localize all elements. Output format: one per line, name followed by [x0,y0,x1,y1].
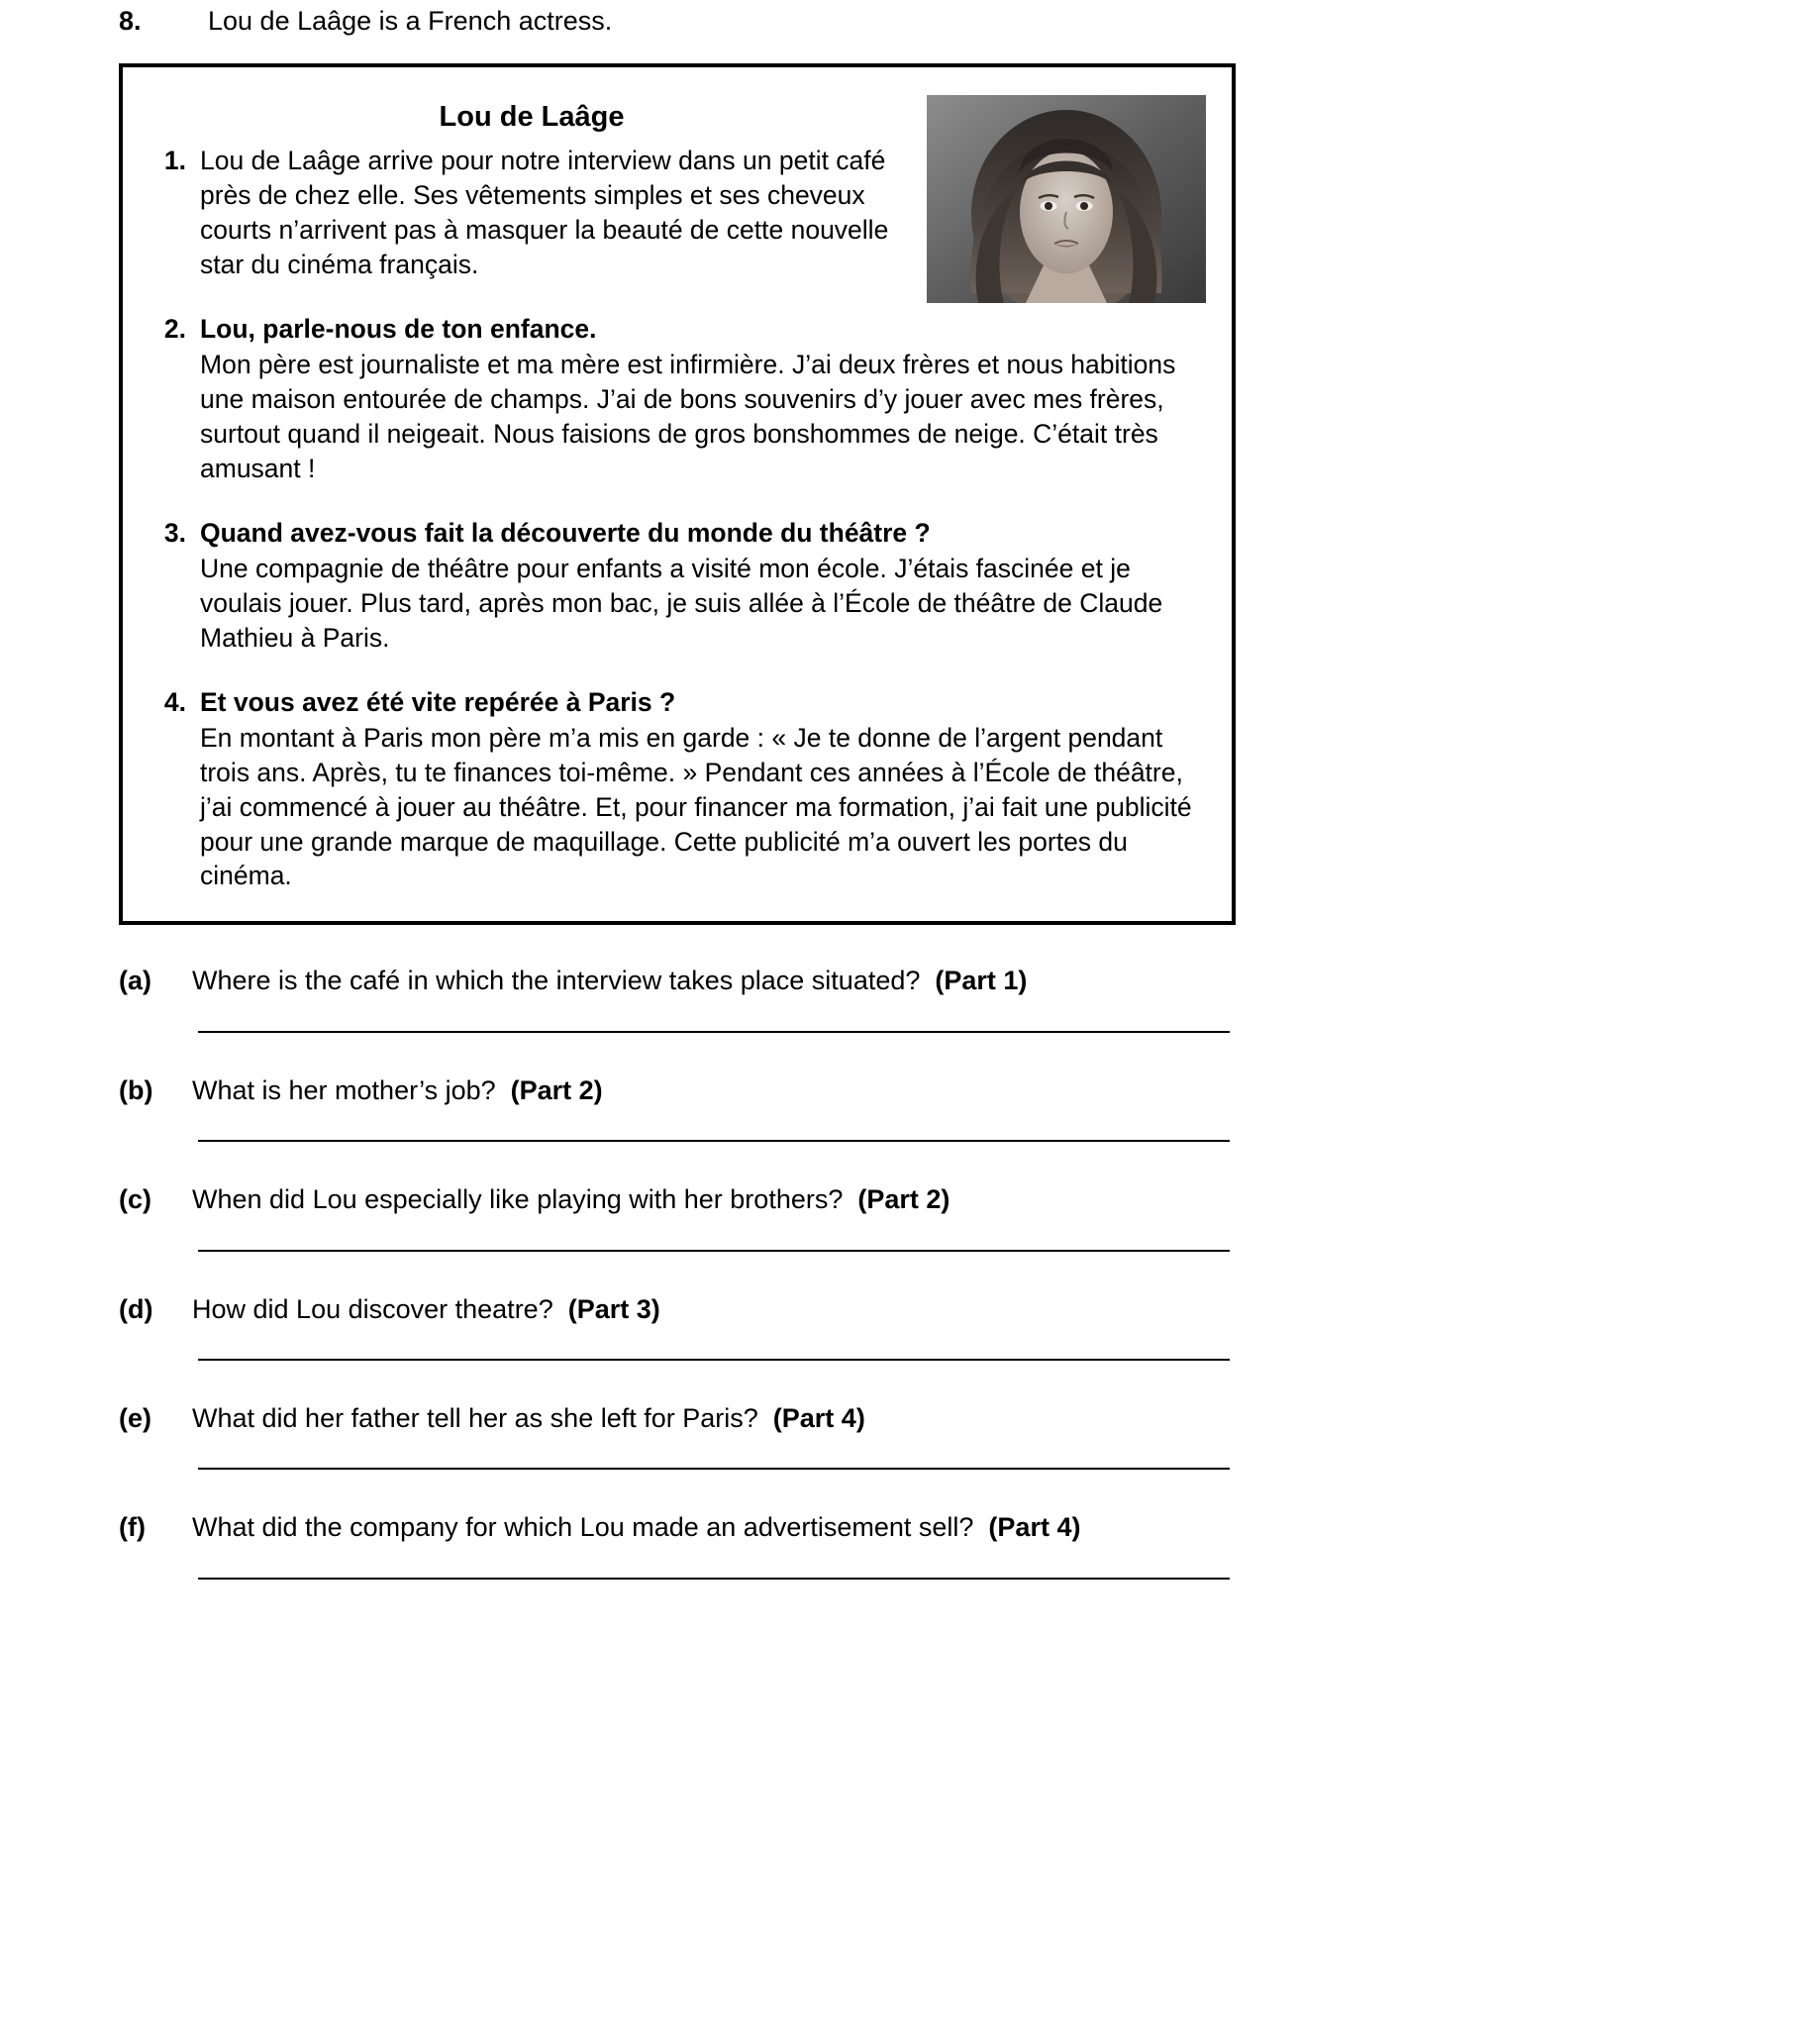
passage-item-number: 1. [163,146,186,176]
question-part-ref: (Part 2) [843,1184,950,1215]
question-text: What did the company for which Lou made an advertisement sell? [192,1512,974,1543]
question-label: (e) [119,1403,151,1434]
passage-item-question: Et vous avez été vite repérée à Paris ? [200,686,676,717]
question-row [119,1183,1681,1215]
question-block-e [119,1402,1681,1470]
answer-line[interactable] [198,1359,1230,1361]
question-text: Where is the café in which the interview takes place situated? [192,966,921,996]
question-block-d [119,1293,1681,1361]
question-label: (b) [119,1074,153,1105]
passage-item-answer: Une compagnie de théâtre pour enfants a visité mon école. J’étais fascinée et je voulais jouer. Plus tard, après mon bac, je suis allée à l’École de théâtre de Claude Mathieu à Paris. [200,553,1163,653]
question-text: What did her father tell her as she left for Paris? [192,1403,758,1434]
portrait-photo-image [927,95,1206,303]
question-text: How did Lou discover theatre? [192,1293,553,1324]
passage-item [152,312,1198,486]
passage-item-question: Quand avez-vous fait la découverte du monde du théâtre ? [200,517,931,548]
portrait-photo [927,95,1206,303]
question-row [119,1074,1681,1106]
question-row [119,965,1681,996]
questions-list [119,965,1681,1579]
reading-passage-box [119,63,1236,925]
passage-item-number: 2. [163,313,186,344]
question-part-ref: (Part 3) [552,1293,660,1324]
passage-item-number: 4. [163,686,186,717]
passage-item-answer: En montant à Paris mon père m’a mis en garde : « Je te donne de l’argent pendant trois ans. Après, tu te finances toi-même. » Pendant ces années à l’École de théâtre, j’ai commencé à jouer au théâtre. Et, pour financer ma formation, j’ai fait une publicité pour une grande marque de maquillage. Cette publicité m’a ouvert les portes du cinéma. [200,722,1192,891]
question-block-b [119,1074,1681,1142]
passage-item-body [200,516,1198,656]
passage-item [152,516,1198,656]
question-row [119,1402,1681,1434]
answer-line[interactable] [198,1578,1230,1580]
passage-item-body [200,312,1198,486]
question-label: (c) [119,1184,151,1215]
answer-line[interactable] [198,1468,1230,1470]
question-part-ref: (Part 4) [973,1512,1081,1543]
passage-item-body [200,685,1198,894]
passage-item-question: Lou, parle-nous de ton enfance. [200,313,597,344]
question-block-c [119,1183,1681,1251]
question-part-ref: (Part 2) [495,1074,603,1105]
question-text: When did Lou especially like playing with her brothers? [192,1184,844,1215]
passage-item-answer: Mon père est journaliste et ma mère est infirmière. J’ai deux frères et nous habitions une maison entourée de champs. J’ai de bons souvenirs d’y jouer avec mes frères, surtout quand il neigeait. Nous faisions de gros bonshommes de neige. C’était très amusant ! [200,349,1176,483]
question-label: (d) [119,1293,153,1324]
passage-item-answer: Lou de Laâge arrive pour notre interview dans un petit café près de chez elle. Ses vêtements simples et ses cheveux courts n’arrivent pas à masquer la beauté de cette nouvelle star du cinéma français. [200,146,889,279]
question-part-ref: (Part 4) [757,1403,865,1434]
question-stem [119,0,1681,37]
question-block-a [119,965,1681,1032]
question-part-ref: (Part 1) [920,966,1028,996]
answer-line[interactable] [198,1031,1230,1033]
passage-item [152,685,1198,894]
question-block-f [119,1511,1681,1579]
answer-line[interactable] [198,1250,1230,1252]
question-label: (a) [119,966,151,996]
question-text: What is her mother’s job? [192,1074,496,1105]
question-label: (f) [119,1512,146,1543]
stem-number: 8. [119,6,142,36]
answer-line[interactable] [198,1140,1230,1142]
question-row [119,1293,1681,1325]
passage-title: Lou de Laâge [439,101,625,134]
question-row [119,1511,1681,1543]
stem-text: Lou de Laâge is a French actress. [208,6,613,36]
passage-item-number: 3. [163,517,186,548]
